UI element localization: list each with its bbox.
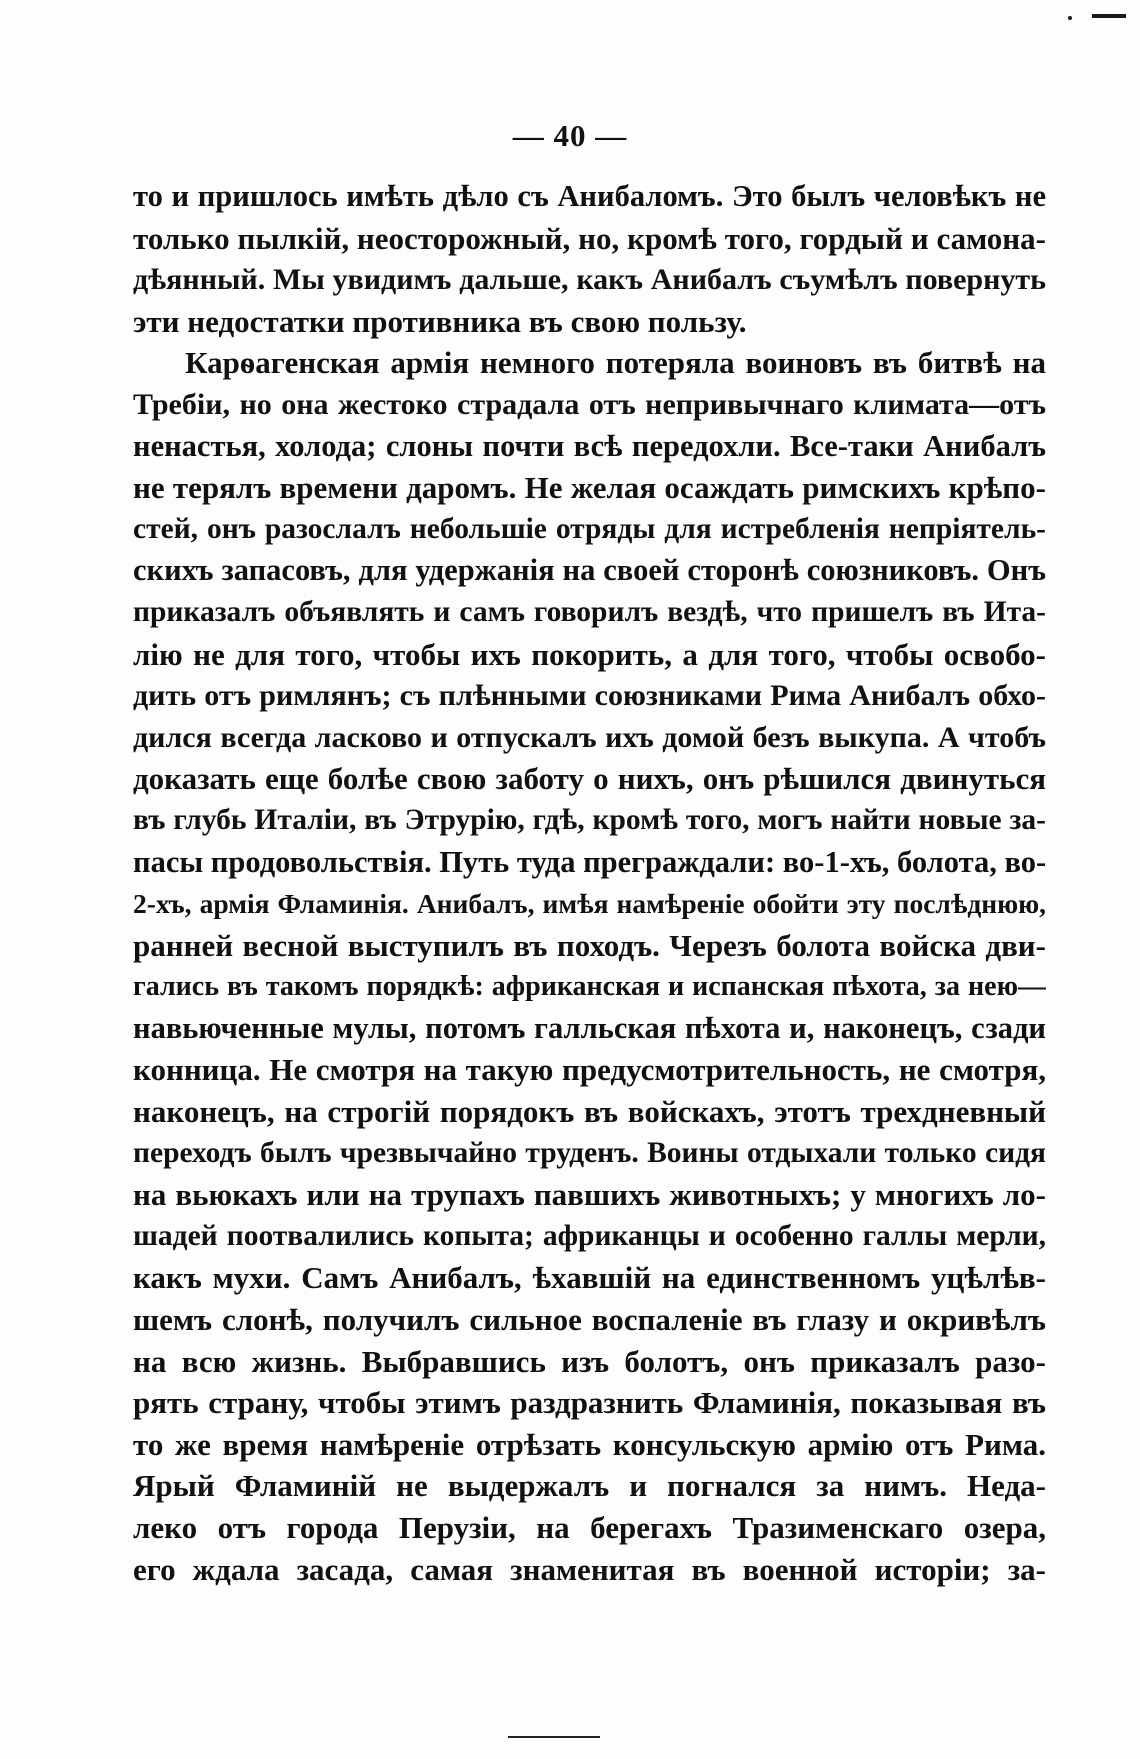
text-line: какъ мухи. Самъ Анибалъ, ѣхавшій на единственномъ уцѣлѣв- [133, 1260, 1046, 1296]
text-line: 2-хъ, армія Фламинія. Анибалъ, имѣя намѣреніе обойти эту послѣднюю, [133, 888, 1046, 920]
text-line: въ глубь Италіи, въ Этрурію, гдѣ, кромѣ того, могъ найти новые за- [133, 803, 1046, 836]
text-line: эти недостатки противника въ свою пользу. [133, 303, 747, 339]
text-line: на вьюкахъ или на трупахъ павшихъ животныхъ; у многихъ ло- [133, 1177, 1046, 1213]
text-line: Требіи, но она жестоко страдала отъ непривычнаго климата—отъ [133, 387, 1046, 421]
text-line: леко отъ города Перузіи, на берегахъ Тразименскаго озера, [133, 1510, 1046, 1545]
text-line: то и пришлось имѣть дѣло съ Анибаломъ. Это былъ человѣкъ не [133, 179, 1046, 213]
text-line: то же время намѣреніе отрѣзать консульскую армію отъ Рима. [133, 1426, 1046, 1462]
text-line: наконецъ, на строгій порядокъ въ войскахъ, этотъ трехдневный [133, 1094, 1046, 1130]
text-line: Карѳагенская армія немного потеряла воиновъ въ битвѣ на [185, 345, 1046, 381]
text-line: Ярый Фламиній не выдержалъ и погнался за нимъ. Неда- [133, 1468, 1046, 1504]
text-line: на всю жизнь. Выбравшись изъ болотъ, онъ приказалъ разо- [133, 1343, 1046, 1379]
text-line: конница. Не смотря на такую предусмотрительность, не смотря, [133, 1052, 1046, 1088]
body-text [133, 176, 1046, 1590]
text-line: доказать еще болѣе свою заботу о нихъ, онъ рѣшился двинуться [133, 761, 1046, 797]
text-line: гались въ такомъ порядкѣ: африканская и испанская пѣхота, за нею— [133, 971, 1046, 1003]
text-line: шадей поотвалились копыта; африканцы и особенно галлы мерли, [133, 1219, 1046, 1252]
text-line: переходъ былъ чрезвычайно труденъ. Воины отдыхали только сидя [133, 1136, 1046, 1169]
text-line: приказалъ объявлять и самъ говорилъ вездѣ, что пришелъ въ Ита- [133, 595, 1046, 628]
text-line: ненастья, холода; слоны почти всѣ передохли. Все-таки Анибалъ [133, 428, 1046, 463]
text-line: рять страну, чтобы этимъ раздразнить Фламинія, показывая въ [133, 1385, 1046, 1421]
page-number: — 40 — [512, 118, 628, 153]
text-line: только пылкій, неосторожный, но, кромѣ того, гордый и самона- [133, 220, 1046, 256]
scan-mark [1092, 14, 1126, 18]
bottom-rule [508, 1736, 600, 1738]
text-line: лію не для того, чтобы ихъ покорить, а для того, чтобы освобо- [133, 636, 1046, 672]
text-line: его ждала засада, самая знаменитая въ военной исторіи; за- [133, 1551, 1046, 1587]
text-line: не терялъ времени даромъ. Не желая осаждать римскихъ крѣпо- [133, 470, 1046, 506]
text-line: дѣянный. Мы увидимъ дальше, какъ Анибалъ съумѣлъ повернуть [133, 263, 1046, 297]
text-line: стей, онъ разослалъ небольшіе отряды для истребленія непріятель- [133, 512, 1046, 545]
text-line: скихъ запасовъ, для удержанія на своей сторонѣ союзниковъ. Онъ [133, 553, 1046, 588]
text-line: дился всегда ласково и отпускалъ ихъ домой безъ выкупа. А чтобъ [133, 720, 1046, 754]
scan-mark [1068, 16, 1072, 20]
text-line: ранней весной выступилъ въ походъ. Черезъ болота войска дви- [133, 927, 1046, 963]
text-line: пасы продовольствія. Путь туда преграждали: во-1-хъ, болота, во- [133, 844, 1046, 879]
text-line: навьюченные мулы, потомъ галльская пѣхота и, наконецъ, сзади [133, 1010, 1046, 1045]
text-line: шемъ слонѣ, получилъ сильное воспаленіе въ глазу и окривѣлъ [133, 1302, 1046, 1338]
text-line: дить отъ римлянъ; съ плѣнными союзниками Рима Анибалъ обхо- [133, 679, 1046, 713]
